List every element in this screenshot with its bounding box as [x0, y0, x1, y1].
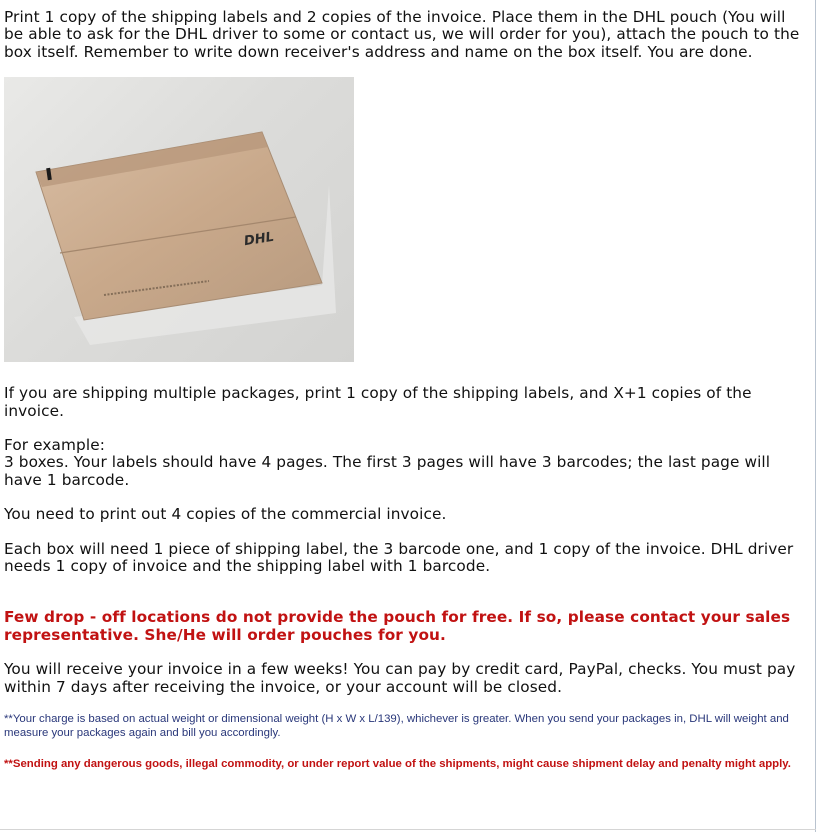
example-heading: For example:	[4, 436, 105, 455]
intro-paragraph: Print 1 copy of the shipping labels and 2 copies of the invoice. Place them in the DHL pouch (You will be able to ask for the DHL driver to some or contact us, we will order for you), attach the pouch to the box itself. Remember to write down receiver's address and name on the box itself. You are done.	[4, 8, 800, 61]
invoice-info-paragraph: You will receive your invoice in a few weeks! You can pay by credit card, PayPal, checks. You must pay within 7 days after receiving the invoice, or your account will be closed.	[4, 660, 796, 696]
dhl-pouch-image	[4, 77, 354, 362]
multiple-packages-paragraph: If you are shipping multiple packages, print 1 copy of the shipping labels, and X+1 copies of the invoice.	[4, 384, 752, 420]
shipping-instructions	[4, 0, 808, 771]
charge-note: **Your charge is based on actual weight or dimensional weight (H x W x L/139), whichever is greater. When you send your packages in, DHL will weight and measure your packages again and bill you accordingly.	[4, 713, 789, 740]
dhl-pouch-photo	[4, 77, 354, 362]
pouch-warning: Few drop - off locations do not provide the pouch for free. If so, please contact your sales representative. She/He will order pouches for you.	[4, 608, 791, 644]
each-box-paragraph: Each box will need 1 piece of shipping label, the 3 barcode one, and 1 copy of the invoice. DHL driver needs 1 copy of invoice and the shipping label with 1 barcode.	[4, 539, 794, 576]
example-paragraph: 3 boxes. Your labels should have 4 pages. The first 3 pages will have 3 barcodes; the last page will have 1 barcode.	[4, 453, 771, 489]
dhl-logo: DHL	[243, 229, 276, 250]
print-copies-paragraph: You need to print out 4 copies of the commercial invoice.	[4, 505, 447, 524]
bottom-divider	[0, 829, 816, 830]
dangerous-goods-warning: **Sending any dangerous goods, illegal commodity, or under report value of the shipments, might cause shipment delay and penalty might apply.	[4, 758, 791, 771]
